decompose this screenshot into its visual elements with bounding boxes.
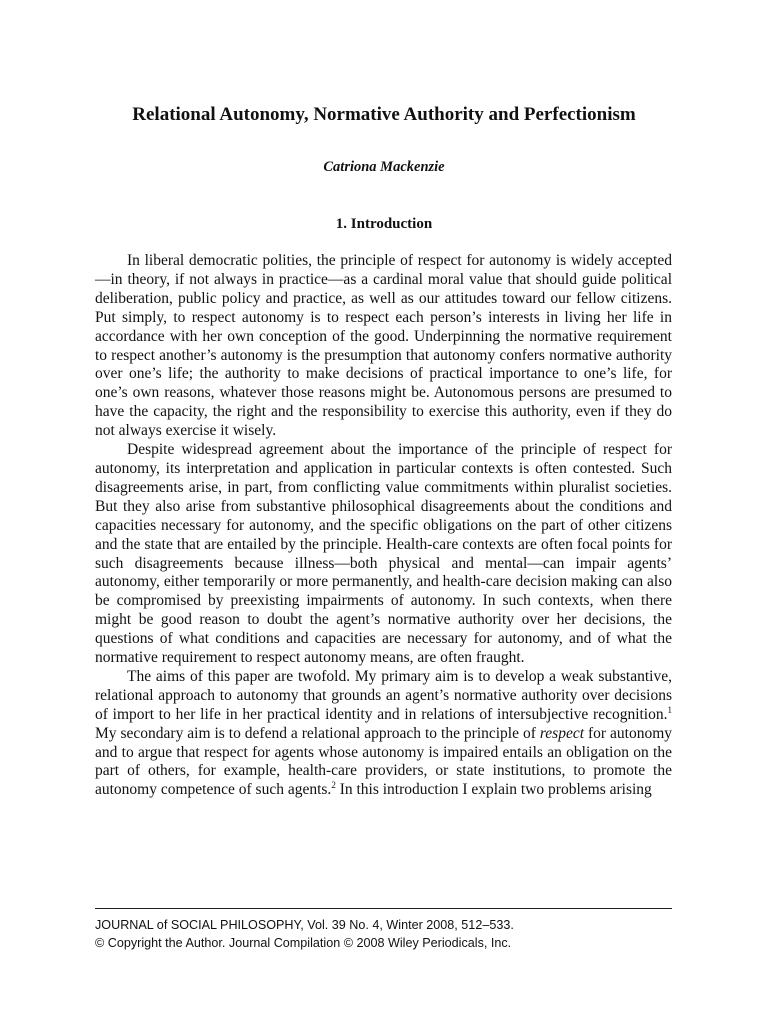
- section-heading: 1. Introduction: [335, 216, 433, 232]
- article-title: Relational Autonomy, Normative Authority and Perfectionism: [132, 104, 636, 125]
- copyright-notice: © Copyright the Author. Journal Compilation © 2008 Wiley Periodicals, Inc.: [95, 936, 512, 950]
- journal-citation: JOURNAL of SOCIAL PHILOSOPHY, Vol. 39 No. 4, Winter 2008, 512–533.: [95, 918, 514, 932]
- footer-divider: [95, 908, 672, 909]
- article-body: [95, 252, 672, 800]
- journal-footer: [95, 916, 695, 952]
- footnote-marker-2[interactable]: 2: [331, 780, 336, 791]
- footnote-marker-1[interactable]: 1: [667, 704, 672, 715]
- author-name: Catriona Mackenzie: [323, 159, 445, 175]
- paragraph-3-part-1: The aims of this paper are twofold. My primary aim is to develop a weak substantive, relational approach to autonomy that grounds an agent’s normative authority over decisions of import to her life in her practical identity and in relations of intersubjective recognition.: [95, 667, 672, 723]
- paragraph-3: [95, 668, 672, 800]
- paragraph-3-part-3: for autonomy and to argue that respect for agents whose autonomy is impaired entails an obligation on the part of others, for example, health-care providers, or state institutions, to promote the autonomy competence of such agents.: [95, 724, 672, 799]
- paragraph-3-part-4: In this introduction I explain two problems arising: [335, 781, 652, 799]
- paragraph-2: Despite widespread agreement about the importance of the principle of respect for autonomy, its interpretation and application in particular contexts is often contested. Such disagreements arise, in part, from conflicting value commitments within pluralist societies. But they also arise from substantive philosophical disagreements about the conditions and capacities necessary for autonomy, and the specific obligations on the part of other citizens and the state that are entailed by the principle. Health-care contexts are often focal points for such disagreements because illness—both physical and mental—can impair agents’ autonomy, either temporarily or more permanently, and health-care decision making can also be compromised by preexisting impairments of autonomy. In such contexts, when there might be good reason to doubt the agent’s normative authority over her decisions, the questions of what conditions and capacities are necessary for autonomy, and of what the normative requirement to respect autonomy means, are often fraught.: [95, 441, 672, 667]
- paragraph-1: In liberal democratic polities, the principle of respect for autonomy is widely accepted—in theory, if not always in practice—as a cardinal moral value that should guide political deliberation, public policy and practice, as well as our attitudes toward our fellow citizens. Put simply, to respect autonomy is to respect each person’s interests in living her life in accordance with her own conception of the good. Underpinning the normative requirement to respect another’s autonomy is the presumption that autonomy confers normative authority over one’s life; the authority to make decisions of practical importance to one’s life, for one’s own reasons, whatever those reasons might be. Autonomous persons are presumed to have the capacity, the right and the responsibility to exercise this authority, even if they do not always exercise it wisely.: [95, 252, 672, 440]
- paragraph-3-part-2: My secondary aim is to defend a relational approach to the principle of: [95, 724, 540, 742]
- emphasized-word: respect: [539, 724, 585, 742]
